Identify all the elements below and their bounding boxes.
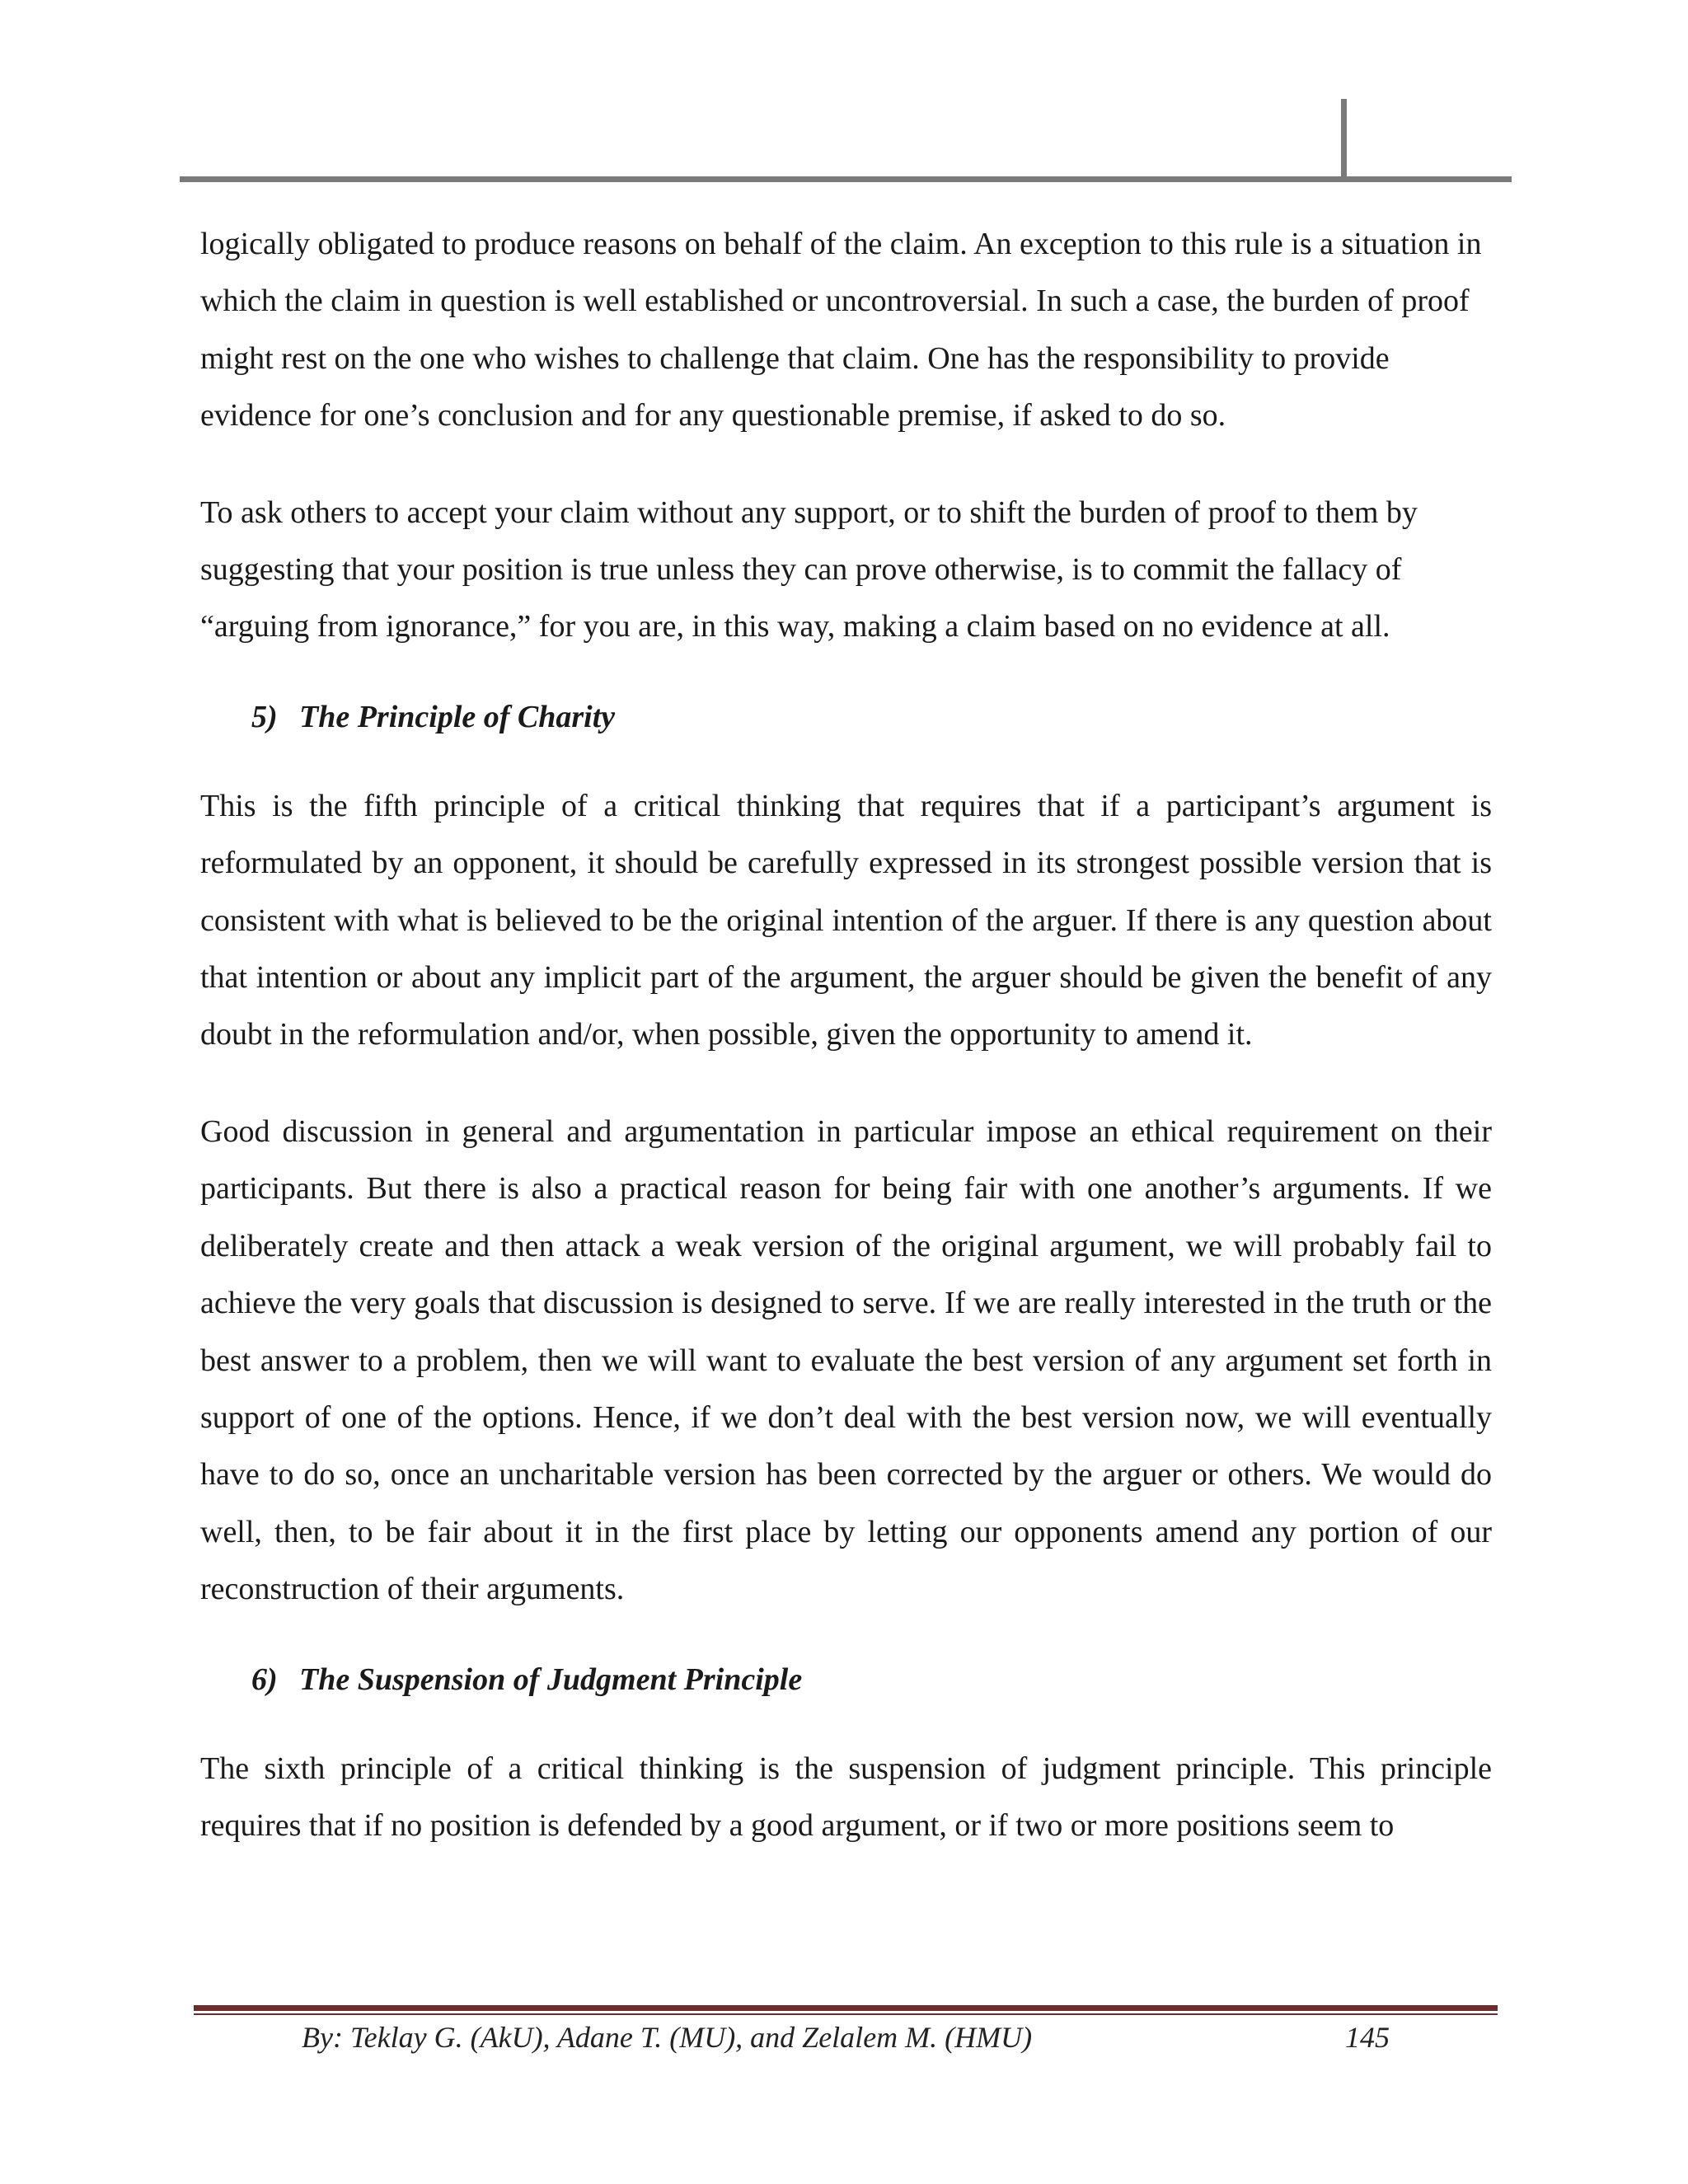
- section-number: 6): [251, 1661, 278, 1697]
- page-number: 145: [1345, 2021, 1390, 2054]
- paragraph-charity-rationale: Good discussion in general and argumentation in particular impose an ethical requirement on their participants. But there is also a practical reason for being fair with one another’s arguments. If we deliberately create and then attack a weak version of the original argument, we will probably fail to achieve the very goals that discussion is designed to serve. If we are really interested in the truth or the best answer to a problem, then we will want to evaluate the best version of any argument set forth in support of one of the options. Hence, if we don’t deal with the best version now, we will eventually have to do so, once an uncharitable version has been corrected by the arguer or others. We would do well, then, to be fair about it in the first place by letting our opponents amend any portion of our reconstruction of their arguments.: [200, 1113, 1492, 1607]
- paragraph-burden-of-proof: logically obligated to produce reasons on behalf of the claim. An exception to this rule is a situation in which the claim in question is well established or uncontroversial. In such a case, the burden of proof might rest on the one who wishes to challenge that claim. One has the responsibility to provide evidence for one’s conclusion and for any questionable premise, if asked to do so.: [200, 227, 1482, 434]
- section-title: The Suspension of Judgment Principle: [299, 1661, 803, 1697]
- section-number: 5): [251, 699, 278, 734]
- footer-rule: [194, 2005, 1498, 2011]
- section-heading-suspension: [251, 1658, 1492, 1701]
- section-title: The Principle of Charity: [299, 699, 616, 734]
- footer-rule-thin: [194, 2013, 1498, 2015]
- header-rule: [180, 176, 1512, 182]
- page-footer: [302, 2016, 1390, 2059]
- header-vertical-rule: [1341, 99, 1347, 180]
- paragraph-arguing-from-ignorance: To ask others to accept your claim without any support, or to shift the burden of proof to them by suggesting that your position is true unless they can prove otherwise, is to commit the fallacy of “arguing from ignorance,” for you are, in this way, making a claim based on no evidence at all.: [200, 494, 1418, 644]
- paragraph-suspension-definition: The sixth principle of a critical thinking is the suspension of judgment principle. This principle requires that if no position is defended by a good argument, or if two or more positions seem to: [200, 1750, 1492, 1843]
- paragraph-charity-definition: This is the fifth principle of a critical thinking that requires that if a participant’s argument is reformulated by an opponent, it should be carefully expressed in its strongest possible version that is consistent with what is believed to be the original intention of the arguer. If there is any question about that intention or about any implicit part of the argument, the arguer should be given the benefit of any doubt in the reformulation and/or, when possible, given the opportunity to amend it.: [200, 788, 1492, 1052]
- section-heading-charity: [251, 696, 1492, 738]
- page-body: [200, 216, 1492, 1894]
- footer-authors: By: Teklay G. (AkU), Adane T. (MU), and Zelalem M. (HMU): [302, 2021, 1033, 2054]
